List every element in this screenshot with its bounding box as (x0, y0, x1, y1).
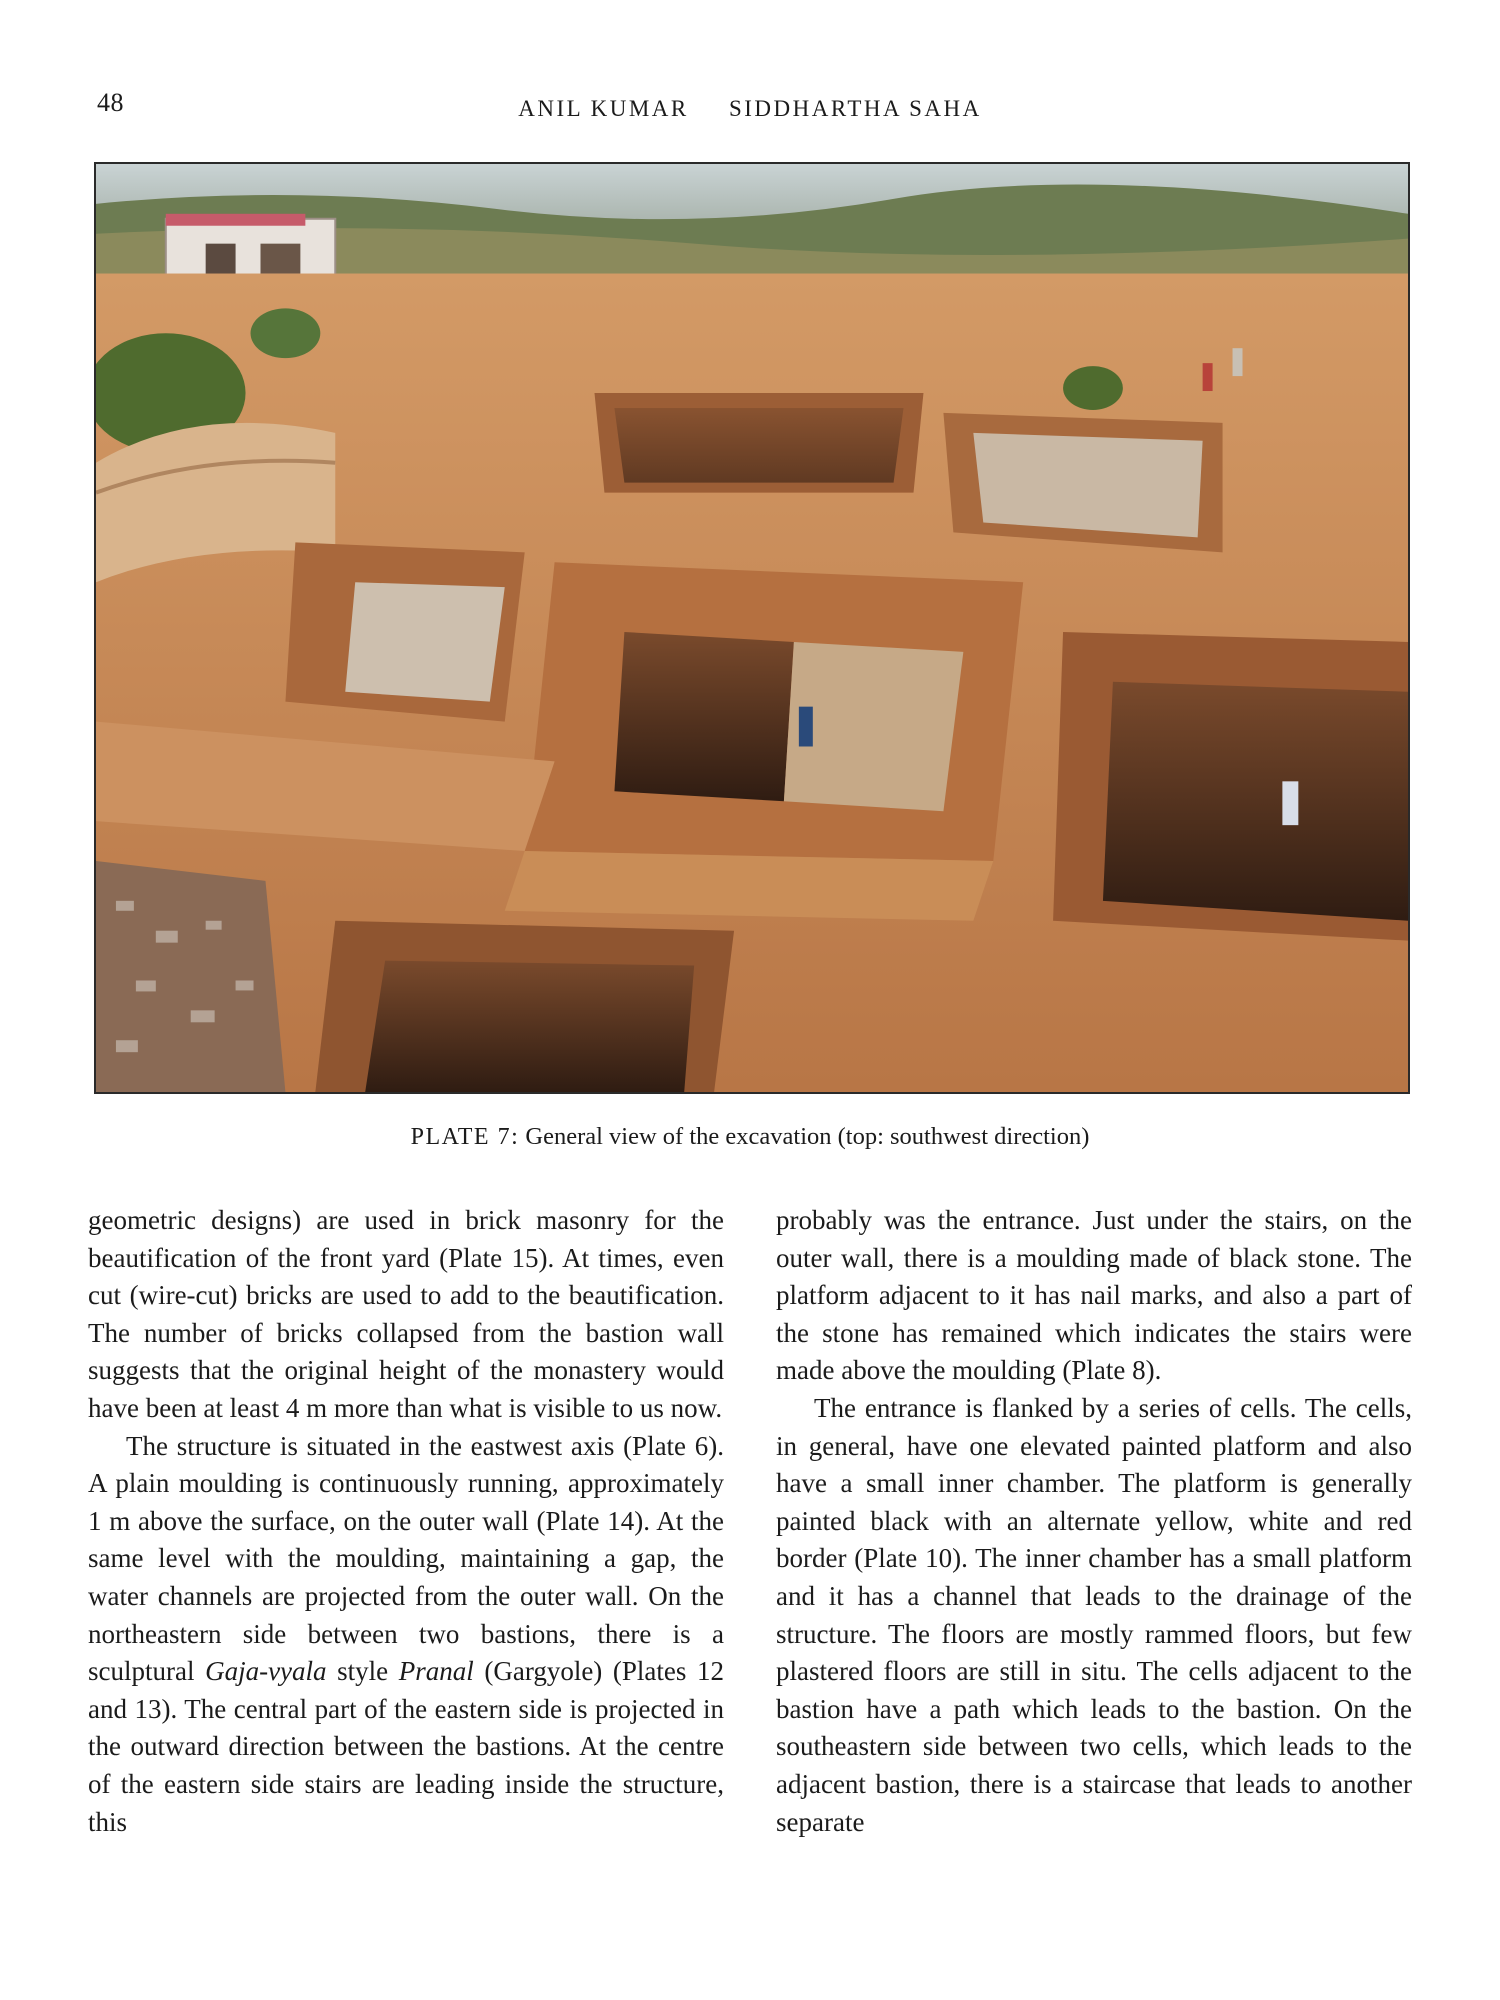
author-name-2: SIDDHARTHA SAHA (728, 96, 982, 121)
paragraph: The entrance is flanked by a series of cells. The cells, in general, have one elevated painted platform and also have a small inner chamber. The platform is generally painted black with an alternate yellow, white and red border (Plate 10). The inner chamber has a small platform and it has a channel that leads to the drainage of the structure. The floors are mostly rammed floors, but few plastered floors are still in situ. The cells adjacent to the bastion have a path which leads to the bastion. On the southeastern side between two cells, which leads to the adjacent bastion, there is a staircase that leads to another separate (776, 1392, 1412, 1837)
author-name-1: ANIL KUMAR (518, 96, 689, 121)
left-text-column (88, 1202, 724, 1841)
paragraph: probably was the entrance. Just under the stairs, on the outer wall, there is a moulding made of black stone. The platform adjacent to it has nail marks, and also a part of the stone has remained which indicates the stairs were made above the moulding (Plate 8). (776, 1205, 1412, 1386)
italic-term: Gaja-vyala (205, 1656, 327, 1687)
paragraph: The structure is situated in the eastwest axis (Plate 6). A plain moulding is continuously running, approximately 1 m above the surface, on the outer wall (Plate 14). At the same level with the moulding, maintaining a gap, the water channels are projected from the outer wall. On the northeastern side between two bastions, there is a sculptural Gaja-vyala style Pranal (Gargyole) (Plates 12 and 13). The central part of the eastern side is projected in the outward direction between the bastions. At the centre of the eastern side stairs are leading inside the structure, this (88, 1430, 724, 1837)
plate-7-photograph (94, 162, 1410, 1094)
plate-caption-text: General view of the excavation (top: southwest direction) (525, 1123, 1090, 1150)
plate-label: PLATE 7: (410, 1124, 520, 1150)
paragraph: geometric designs) are used in brick masonry for the beautification of the front yard (Plate 15). At times, even cut (wire-cut) bricks are used to add to the beautification. The number of bricks collapsed from the bastion wall suggests that the original height of the monastery would have been at least 4 m more than what is visible to us now. (88, 1205, 724, 1423)
page-number: 48 (97, 88, 124, 117)
running-head (0, 96, 1500, 122)
italic-term: Pranal (398, 1656, 474, 1687)
excavation-photo-illustration (96, 164, 1408, 1092)
right-text-column (776, 1202, 1412, 1841)
plate-caption (0, 1123, 1500, 1151)
